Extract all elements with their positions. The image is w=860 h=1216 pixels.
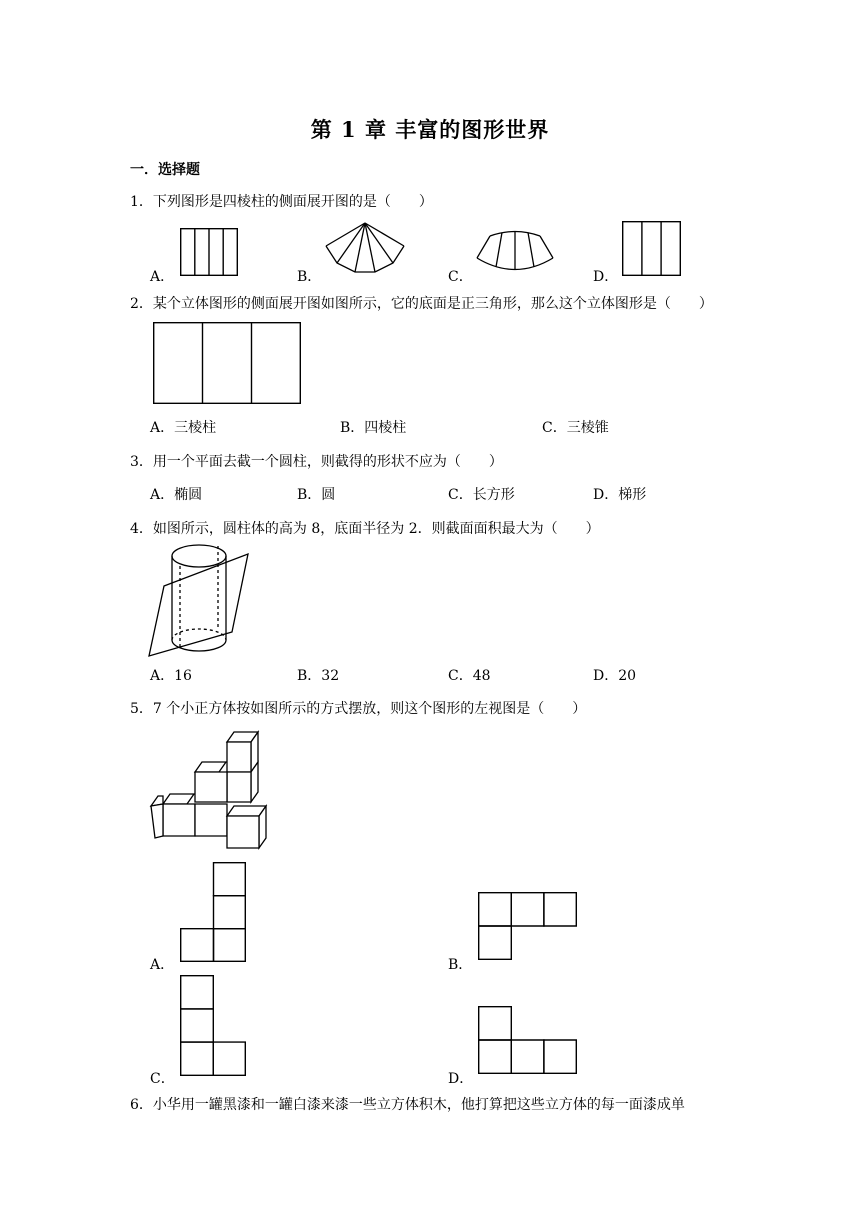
question-3-text: 3．用一个平面去截一个圆柱，则截得的形状不应为（ ） [130,454,503,470]
section-heading: 一．选择题 [130,162,200,178]
q3-option-b[interactable]: B．圆 [297,487,336,503]
q1-option-a[interactable]: A． [150,269,175,285]
q4-option-b[interactable]: B．32 [297,668,340,684]
q5-option-b-figure [478,892,577,960]
question-6-text: 6．小华用一罐黑漆和一罐白漆来漆一些立方体积木，他打算把这些立方体的每一面漆成单 [130,1097,685,1113]
q4-option-d[interactable]: D．20 [593,668,637,684]
q5-option-c-figure [180,975,246,1076]
q1-option-b-figure [325,222,405,274]
question-5-text: 5．7 个小正方体按如图所示的方式摆放，则这个图形的左视图是（ ） [130,701,587,717]
q4-option-c[interactable]: C．48 [448,668,491,684]
q5-option-a-figure [180,862,246,962]
q1-option-d-figure [622,221,681,276]
question-2-text: 2．某个立体图形的侧面展开图如图所示，它的底面是正三角形，那么这个立体图形是（ ） [130,296,713,312]
q5-option-b[interactable]: B． [448,957,473,973]
q1-option-d[interactable]: D． [593,269,619,285]
page-title: 第 1 章 丰富的图形世界 [310,117,550,142]
question-4-text: 4．如图所示，圆柱体的高为 8，底面半径为 2．则截面面积最大为（ ） [130,521,600,537]
q2-option-c[interactable]: C．三棱锥 [542,420,609,436]
q2-option-a[interactable]: A．三棱柱 [150,420,217,436]
q5-option-c[interactable]: C． [150,1071,175,1087]
q5-cube-stack-figure [150,730,270,850]
q4-cylinder-figure [148,544,250,656]
q1-option-b[interactable]: B． [297,269,322,285]
q2-figure [153,322,301,404]
q1-option-c-figure [476,229,554,275]
q3-option-d[interactable]: D．梯形 [593,487,647,503]
q5-option-a[interactable]: A． [150,957,175,973]
question-1-text: 1．下列图形是四棱柱的侧面展开图的是（ ） [130,194,433,210]
q1-option-a-figure [180,228,238,276]
q2-option-b[interactable]: B．四棱柱 [340,420,407,436]
q5-option-d-figure [478,1006,577,1074]
q1-option-c[interactable]: C． [448,269,473,285]
q5-option-d[interactable]: D． [448,1071,474,1087]
q3-option-c[interactable]: C．长方形 [448,487,515,503]
q4-option-a[interactable]: A．16 [150,668,192,684]
q3-option-a[interactable]: A．椭圆 [150,487,203,503]
